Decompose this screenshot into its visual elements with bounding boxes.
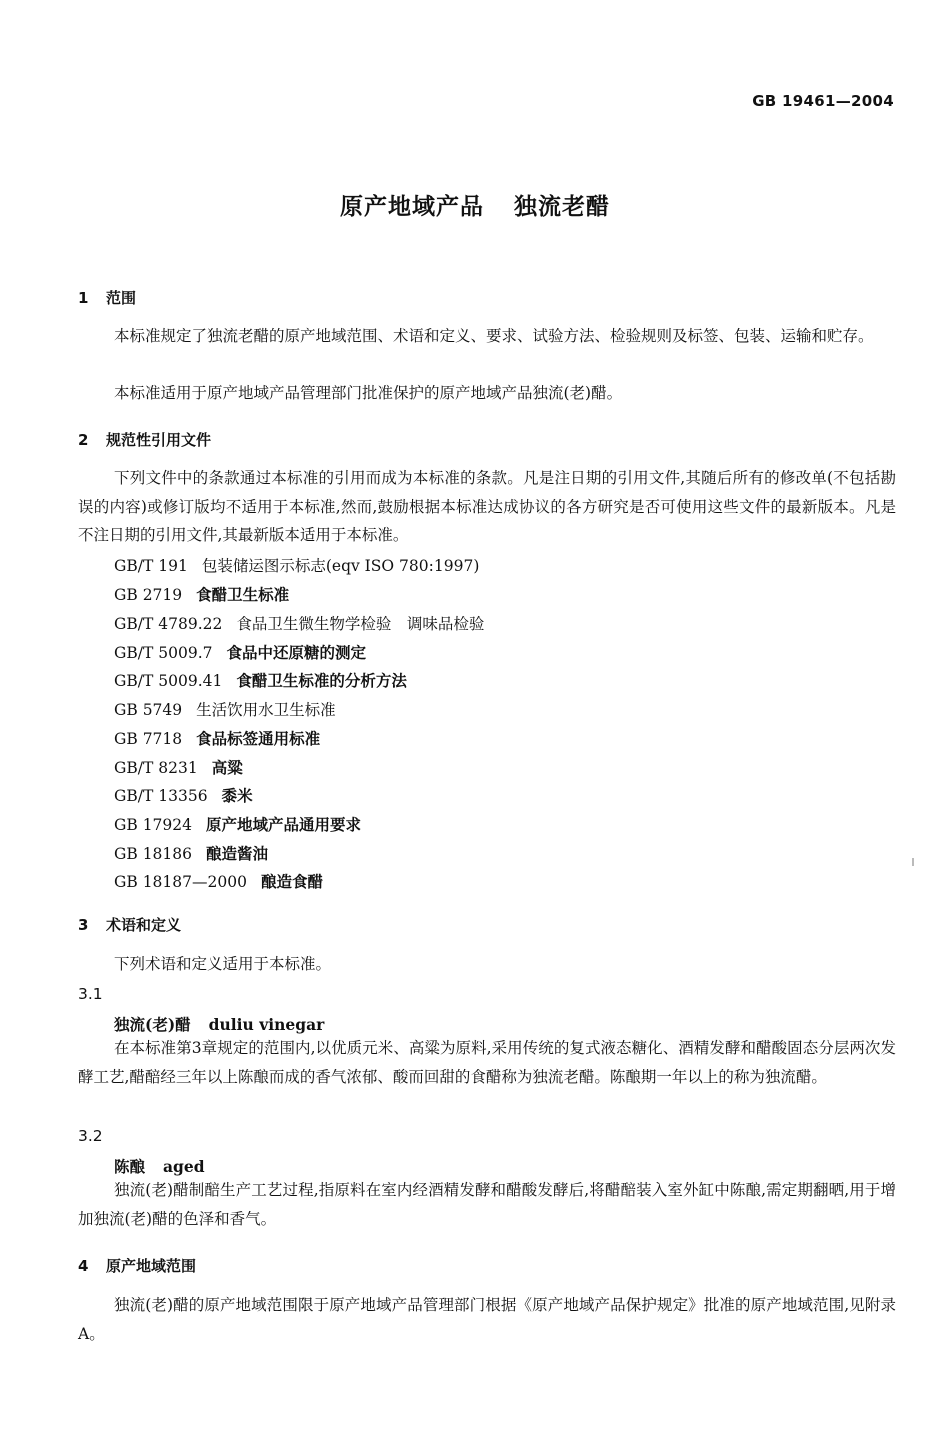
term-definition: 在本标准第3章规定的范围内,以优质元米、高粱为原料,采用传统的复式液态糖化、酒精发酵和醋酸固态分层两次发酵工艺,醋醅经三年以上陈酿而成的香气浓郁、酸而回甜的食醋称为独流老醋。陈酿期一年以上的称为独流醋。 xyxy=(78,1039,896,1086)
reference-code: GB/T 5009.41 xyxy=(114,672,223,690)
reference-code: GB/T 5009.7 xyxy=(114,644,213,662)
reference-title: 食品卫生微生物学检验 调味品检验 xyxy=(236,615,485,633)
term-heading xyxy=(114,1155,205,1177)
reference-title: 包装储运图示标志(eqv ISO 780:1997) xyxy=(201,557,480,575)
term-heading xyxy=(114,1013,324,1035)
section-number: 2 xyxy=(78,431,89,449)
reference-title: 食醋卫生标准的分析方法 xyxy=(236,671,407,690)
reference-title: 黍米 xyxy=(221,786,253,805)
term-number: 3.1 xyxy=(78,985,103,1003)
section-4-paragraph-1: 独流(老)醋的原产地域范围限于原产地域产品管理部门根据《原产地域产品保护规定》批准的原产地域范围,见附录A。 xyxy=(78,1296,896,1343)
section-1-heading xyxy=(78,287,136,308)
reference-item xyxy=(114,870,323,892)
section-number: 4 xyxy=(78,1257,89,1275)
section-3-heading xyxy=(78,914,181,935)
section-1-paragraph-1: 本标准规定了独流老醋的原产地域范围、术语和定义、要求、试验方法、检验规则及标签、包装、运输和贮存。 xyxy=(114,327,874,345)
standard-number: GB 19461—2004 xyxy=(752,92,894,110)
reference-item xyxy=(114,727,320,749)
term-chinese: 独流(老)醋 xyxy=(114,1015,191,1034)
term-definition: 独流(老)醋制醅生产工艺过程,指原料在室内经酒精发酵和醋酸发酵后,将醋醅装入室外缸中陈酿,需定期翻晒,用于增加独流(老)醋的色泽和香气。 xyxy=(78,1181,896,1228)
reference-title: 食品标签通用标准 xyxy=(196,729,321,748)
document-title xyxy=(0,188,950,221)
reference-item xyxy=(114,669,407,691)
reference-item xyxy=(114,842,268,864)
reference-item xyxy=(114,554,479,576)
reference-code: GB 18186 xyxy=(114,845,193,863)
reference-title: 食品中还原糖的测定 xyxy=(226,643,367,662)
section-number: 3 xyxy=(78,916,89,934)
reference-code: GB 18187—2000 xyxy=(114,873,247,891)
section-number: 1 xyxy=(78,289,89,307)
section-2-heading xyxy=(78,429,211,450)
reference-item xyxy=(114,756,243,778)
reference-code: GB/T 191 xyxy=(114,557,188,575)
reference-code: GB 7718 xyxy=(114,730,183,748)
reference-title: 食醋卫生标准 xyxy=(196,585,290,604)
section-title: 术语和定义 xyxy=(106,916,182,934)
section-4-heading xyxy=(78,1255,196,1276)
section-title: 范围 xyxy=(106,289,137,307)
section-title: 规范性引用文件 xyxy=(106,431,212,449)
reference-item xyxy=(114,698,336,720)
reference-title: 高粱 xyxy=(211,758,243,777)
reference-item xyxy=(114,813,361,835)
term-chinese: 陈酿 xyxy=(114,1157,146,1176)
reference-title: 酿造酱油 xyxy=(206,844,269,863)
reference-title: 生活饮用水卫生标准 xyxy=(196,701,336,719)
reference-title: 酿造食醋 xyxy=(260,872,323,891)
reference-title: 原产地域产品通用要求 xyxy=(206,815,362,834)
reference-code: GB/T 13356 xyxy=(114,787,208,805)
reference-code: GB/T 8231 xyxy=(114,759,198,777)
section-2-paragraph-1: 下列文件中的条款通过本标准的引用而成为本标准的条款。凡是注日期的引用文件,其随后所有的修改单(不包括勘误的内容)或修订版均不适用于本标准,然而,鼓励根据本标准达成协议的各方研究是否可使用这些文件的最新版本。凡是不注日期的引用文件,其最新版本适用于本标准。 xyxy=(78,469,896,544)
reference-item xyxy=(114,784,253,806)
term-number: 3.2 xyxy=(78,1127,103,1145)
reference-code: GB 17924 xyxy=(114,816,193,834)
section-1-paragraph-2: 本标准适用于原产地域产品管理部门批准保护的原产地域产品独流(老)醋。 xyxy=(114,384,623,402)
term-english: aged xyxy=(163,1157,205,1176)
title-part-1: 原产地域产品 xyxy=(340,194,484,220)
reference-code: GB/T 4789.22 xyxy=(114,615,223,633)
reference-code: GB 2719 xyxy=(114,586,183,604)
section-3-paragraph-1: 下列术语和定义适用于本标准。 xyxy=(114,955,332,973)
term-english: duliu vinegar xyxy=(208,1015,325,1034)
reference-item xyxy=(114,641,366,663)
reference-item xyxy=(114,612,484,634)
section-title: 原产地域范围 xyxy=(106,1257,197,1275)
scan-speck xyxy=(912,858,914,866)
title-part-2: 独流老醋 xyxy=(514,194,610,220)
reference-item xyxy=(114,583,289,605)
reference-code: GB 5749 xyxy=(114,701,183,719)
